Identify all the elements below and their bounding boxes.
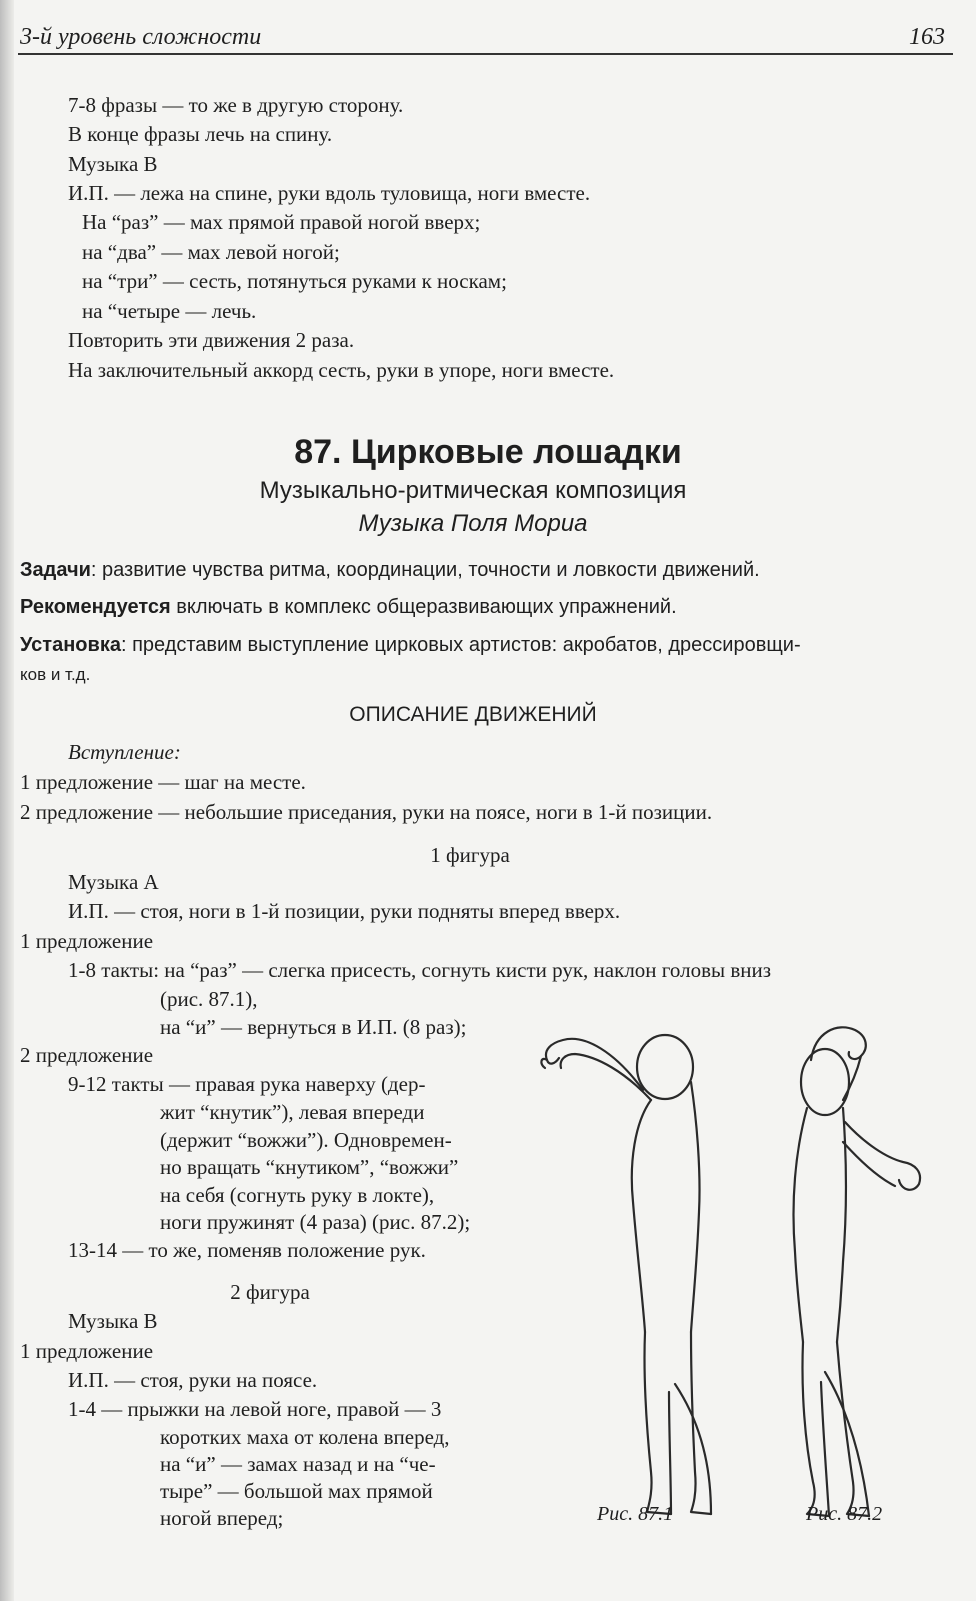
setup-label: Установка <box>20 634 121 656</box>
figure-caption: Рис. 87.2 <box>806 1503 883 1525</box>
header-rule <box>18 53 953 55</box>
recommend-label: Рекомендуется <box>20 596 171 618</box>
beats-line: 9-12 такты — правая рука наверху (дер- <box>68 1072 426 1096</box>
page-number: 163 <box>909 24 945 50</box>
beats-line: коротких маха от колена вперед, <box>160 1425 450 1449</box>
child-figure-87-1 <box>541 1035 711 1514</box>
beats-line: на “и” — замах назад и на “че- <box>160 1452 436 1476</box>
composer-line: Музыка Поля Мориа <box>358 510 588 537</box>
figure-caption: Рис. 87.1 <box>597 1503 674 1525</box>
beats-line: 13-14 — то же, поменяв положение рук. <box>68 1238 426 1262</box>
beats-line: жит “кнутик”), левая впереди <box>160 1100 425 1124</box>
intro-line: 2 предложение — небольшие приседания, руки на поясе, ноги в 1-й позиции. <box>20 800 713 824</box>
figure-2-heading: 2 фигура <box>230 1280 310 1304</box>
text-line: В конце фразы лечь на спину. <box>68 122 333 146</box>
tasks-label: Задачи <box>20 559 91 581</box>
illustrations <box>525 1012 955 1542</box>
child-figure-87-2 <box>794 1027 921 1516</box>
section-title: 87. Цирковые лошадки <box>294 433 682 471</box>
setup-text-continued: ков и т.д. <box>20 665 91 684</box>
music-label: Музыка А <box>68 870 159 894</box>
start-position: И.П. — стоя, руки на поясе. <box>68 1368 318 1392</box>
beats-line: но вращать “кнутиком”, “вожжи” <box>160 1155 459 1179</box>
sentence-label: 1 предложение <box>20 929 154 953</box>
text-line: На заключительный аккорд сесть, руки в упоре, ноги вместе. <box>68 358 615 382</box>
text-line: на “четыре — лечь. <box>82 299 257 323</box>
recommend-paragraph <box>20 594 677 620</box>
text-line: на “два” — мах левой ногой; <box>82 240 340 264</box>
figure-illustrations <box>525 1012 955 1542</box>
description-heading: ОПИСАНИЕ ДВИЖЕНИЙ <box>349 703 597 726</box>
binding-shadow <box>0 0 14 1601</box>
recommend-text: включать в комплекс общеразвивающих упражнений. <box>170 596 677 618</box>
running-head: 3-й уровень сложности <box>20 24 262 50</box>
beats-line: на “и” — вернуться в И.П. (8 раз); <box>160 1015 467 1039</box>
tasks-paragraph <box>20 557 760 583</box>
sentence-label: 2 предложение <box>20 1043 154 1067</box>
figure-1-heading: 1 фигура <box>430 843 510 867</box>
beats-line: 1-4 — прыжки на левой ноге, правой — 3 <box>68 1397 442 1421</box>
start-position: И.П. — стоя, ноги в 1-й позиции, руки подняты вперед вверх. <box>68 899 621 923</box>
intro-label: Вступление: <box>68 740 181 764</box>
text-line: Музыка В <box>68 152 158 176</box>
beats-line: ногой вперед; <box>160 1506 284 1530</box>
text-line: На “раз” — мах прямой правой ногой вверх; <box>82 210 481 234</box>
beats-line: ноги пружинят (4 раза) (рис. 87.2); <box>160 1210 471 1234</box>
beats-line: (держит “вожжи”). Одновремен- <box>160 1128 452 1152</box>
beats-line: на себя (согнуть руку в локте), <box>160 1183 435 1207</box>
text-line: 7-8 фразы — то же в другую сторону. <box>68 93 404 117</box>
tasks-text: : развитие чувства ритма, координации, точности и ловкости движений. <box>90 559 760 581</box>
setup-paragraph <box>20 632 801 658</box>
music-label: Музыка В <box>68 1309 158 1333</box>
intro-line: 1 предложение — шаг на месте. <box>20 770 306 794</box>
text-line: И.П. — лежа на спине, руки вдоль туловища, ноги вместе. <box>68 181 591 205</box>
page-header <box>18 20 953 54</box>
text-line: Повторить эти движения 2 раза. <box>68 328 355 352</box>
beats-line: (рис. 87.1), <box>160 987 258 1011</box>
sentence-label: 1 предложение <box>20 1339 154 1363</box>
beats-line: тыре” — большой мах прямой <box>160 1479 433 1503</box>
setup-text: : представим выступление цирковых артистов: акробатов, дрессировщи- <box>120 634 801 656</box>
beats-line: 1-8 такты: на “раз” — слегка присесть, согнуть кисти рук, наклон головы вниз <box>68 958 772 982</box>
text-line: на “три” — сесть, потянуться руками к носкам; <box>82 269 507 293</box>
section-subtitle: Музыкально-ритмическая композиция <box>259 477 687 504</box>
